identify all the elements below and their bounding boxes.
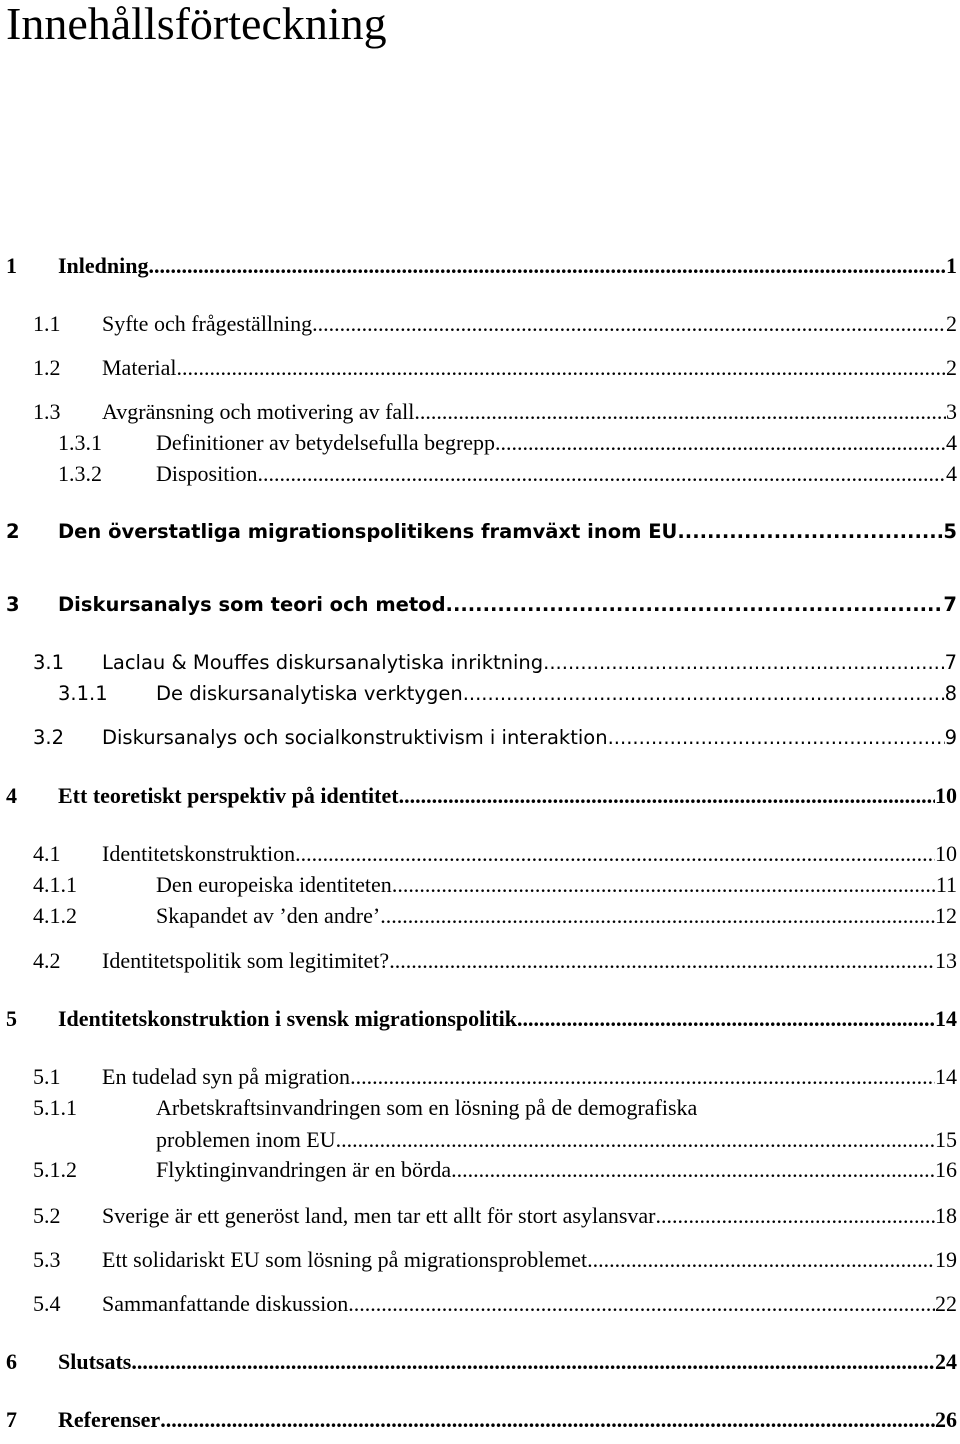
toc-entry-1-3-2[interactable]	[0, 459, 960, 489]
toc-entry-page: 14	[935, 1006, 957, 1031]
toc-entry-title: Identitetskonstruktion i svensk migrationspolitik	[58, 1006, 518, 1031]
toc-entry-1-3[interactable]	[0, 397, 960, 427]
dot-leader	[348, 1289, 935, 1319]
dot-leader	[257, 459, 946, 489]
toc-entry-page: 10	[935, 783, 957, 808]
toc-entry-title: Identitetskonstruktion	[102, 841, 296, 866]
dot-leader	[149, 251, 947, 281]
toc-entry-5[interactable]	[0, 1004, 960, 1034]
toc-entry-number: 1.1	[33, 311, 61, 336]
toc-entry-number: 1.3.2	[58, 461, 102, 486]
toc-entry-page: 24	[935, 1349, 957, 1374]
toc-entry-4-1[interactable]	[0, 839, 960, 869]
dot-leader	[517, 1004, 935, 1034]
toc-entry-page: 13	[935, 948, 957, 973]
toc-entry-title: Skapandet av ’den andre’	[156, 903, 381, 928]
toc-entry-number: 3.2	[33, 726, 65, 749]
toc-entry-title: Inledning	[58, 253, 149, 278]
toc-entry-page: 10	[935, 841, 957, 866]
toc-entry-title: Diskursanalys och socialkonstruktivism i interaktion	[102, 726, 608, 749]
toc-entry-page: 16	[935, 1157, 957, 1182]
toc-entry-title: Identitetspolitik som legitimitet?	[102, 948, 390, 973]
dot-leader	[677, 517, 943, 547]
dot-leader	[380, 901, 935, 931]
toc-entry-page: 22	[935, 1291, 957, 1316]
toc-entry-number: 4.1	[33, 841, 61, 866]
toc-entry-5-1-1[interactable]	[0, 1093, 960, 1155]
toc-entry-title: Sammanfattande diskussion	[102, 1291, 349, 1316]
dot-leader	[350, 1062, 935, 1092]
toc-entry-5-2[interactable]	[0, 1201, 960, 1231]
toc-entry-number: 5.3	[33, 1247, 61, 1272]
toc-entry-page: 15	[935, 1127, 957, 1152]
toc-entry-number: 3.1	[33, 651, 65, 674]
toc-entry-title: Laclau & Mouffes diskursanalytiska inriktning	[102, 651, 544, 674]
toc-entry-page: 4	[946, 461, 957, 486]
toc-entry-number: 5.1.2	[33, 1157, 77, 1182]
toc-entry-number: 3.1.1	[58, 682, 108, 705]
toc-entry-number: 1.2	[33, 355, 61, 380]
toc-entry-number: 5.2	[33, 1203, 61, 1228]
toc-entry-title: Disposition	[156, 461, 258, 486]
toc-entry-page: 5	[943, 520, 957, 543]
toc-entry-4-1-2[interactable]	[0, 901, 960, 931]
toc-entry-page: 26	[935, 1407, 957, 1432]
toc-entry-number: 4.1.2	[33, 903, 77, 928]
toc-entry-number: 7	[6, 1407, 17, 1432]
toc-entry-number: 6	[6, 1349, 17, 1374]
toc-entry-number: 3	[6, 593, 20, 616]
toc-entry-title: De diskursanalytiska verktygen	[156, 682, 463, 705]
toc-entry-page: 14	[935, 1064, 957, 1089]
toc-entry-1-1[interactable]	[0, 309, 960, 339]
toc-entry-page: 1	[946, 253, 957, 278]
toc-entry-title: Referenser	[58, 1407, 161, 1432]
toc-entry-page: 18	[935, 1203, 957, 1228]
toc-entry-title: Sverige är ett generöst land, men tar ett allt för stort asylansvar	[102, 1203, 656, 1228]
toc-entry-number: 1.3	[33, 399, 61, 424]
toc-entry-title: problemen inom EU	[156, 1127, 336, 1152]
toc-entry-page: 19	[935, 1247, 957, 1272]
toc-entry-number: 4.2	[33, 948, 61, 973]
toc-entry-number: 5.4	[33, 1291, 61, 1316]
dot-leader	[399, 781, 935, 811]
toc-entry-title: Diskursanalys som teori och metod	[58, 593, 446, 616]
toc-entry-2[interactable]	[0, 517, 960, 547]
toc-entry-3-2[interactable]	[0, 723, 960, 753]
toc-entry-number: 5.1	[33, 1064, 61, 1089]
toc-entry-5-1[interactable]	[0, 1062, 960, 1092]
toc-entry-title-line1: Arbetskraftsinvandringen som en lösning på de demografiska	[156, 1095, 698, 1120]
toc-entry-title: Flyktinginvandringen är en börda	[156, 1157, 452, 1182]
toc-entry-number: 2	[6, 520, 20, 543]
toc-entry-title: Material	[102, 355, 177, 380]
toc-entry-3[interactable]	[0, 590, 960, 620]
toc-entry-7[interactable]	[0, 1405, 960, 1435]
toc-entry-title: Den europeiska identiteten	[156, 872, 392, 897]
page-title: Innehållsförteckning	[6, 0, 387, 49]
toc-entry-number: 1.3.1	[58, 430, 102, 455]
toc-entry-title: Syfte och frågeställning	[102, 311, 313, 336]
dot-leader	[312, 309, 946, 339]
dot-leader	[587, 1245, 935, 1275]
toc-entry-title: Ett solidariskt EU som lösning på migrationsproblemet	[102, 1247, 588, 1272]
dot-leader	[177, 353, 946, 383]
toc-entry-page: 7	[944, 651, 957, 674]
toc-entry-6[interactable]	[0, 1347, 960, 1377]
toc-entry-number: 5	[6, 1006, 17, 1031]
toc-entry-3-1-1[interactable]	[0, 679, 960, 709]
toc-entry-3-1[interactable]	[0, 648, 960, 678]
dot-leader	[495, 428, 946, 458]
toc-entry-page: 2	[946, 311, 957, 336]
dot-leader	[655, 1201, 935, 1231]
dot-leader	[131, 1347, 935, 1377]
toc-entry-number: 4	[6, 783, 17, 808]
dot-leader	[414, 397, 946, 427]
dot-leader	[160, 1405, 935, 1435]
dot-leader	[463, 679, 945, 709]
toc-entry-page: 12	[935, 903, 957, 928]
dot-leader	[446, 590, 944, 620]
toc-entry-title: Ett teoretiskt perspektiv på identitet	[58, 783, 399, 808]
toc-entry-1-3-1[interactable]	[0, 428, 960, 458]
toc-entry-title: Slutsats	[58, 1349, 132, 1374]
toc-entry-number: 4.1.1	[33, 872, 77, 897]
toc-entry-number: 1	[6, 253, 17, 278]
toc-entry-title: Avgränsning och motivering av fall	[102, 399, 415, 424]
toc-entry-1[interactable]	[0, 251, 960, 281]
toc-entry-title: En tudelad syn på migration	[102, 1064, 351, 1089]
toc-entry-page: 4	[946, 430, 957, 455]
toc-entry-page: 8	[944, 682, 957, 705]
toc-entry-5-4[interactable]	[0, 1289, 960, 1319]
toc-entry-page: 7	[943, 593, 957, 616]
toc-entry-title: Definitioner av betydelsefulla begrepp	[156, 430, 496, 455]
toc-entry-4[interactable]	[0, 781, 960, 811]
dot-leader	[336, 1125, 935, 1155]
toc-entry-title: Den överstatliga migrationspolitikens framväxt inom EU	[58, 520, 678, 543]
dot-leader	[451, 1155, 935, 1185]
dot-leader	[392, 870, 936, 900]
toc-entry-5-1-2[interactable]	[0, 1155, 960, 1185]
toc-entry-page: 2	[946, 355, 957, 380]
toc-entry-number: 5.1.1	[33, 1095, 77, 1120]
dot-leader	[295, 839, 935, 869]
toc-entry-4-1-1[interactable]	[0, 870, 960, 900]
dot-leader	[389, 946, 935, 976]
toc-entry-5-3[interactable]	[0, 1245, 960, 1275]
toc-entry-page: 11	[935, 872, 957, 897]
toc-entry-page: 9	[944, 726, 957, 749]
dot-leader	[608, 723, 945, 753]
toc-entry-4-2[interactable]	[0, 946, 960, 976]
toc-entry-1-2[interactable]	[0, 353, 960, 383]
toc-entry-page: 3	[946, 399, 957, 424]
dot-leader	[543, 648, 944, 678]
